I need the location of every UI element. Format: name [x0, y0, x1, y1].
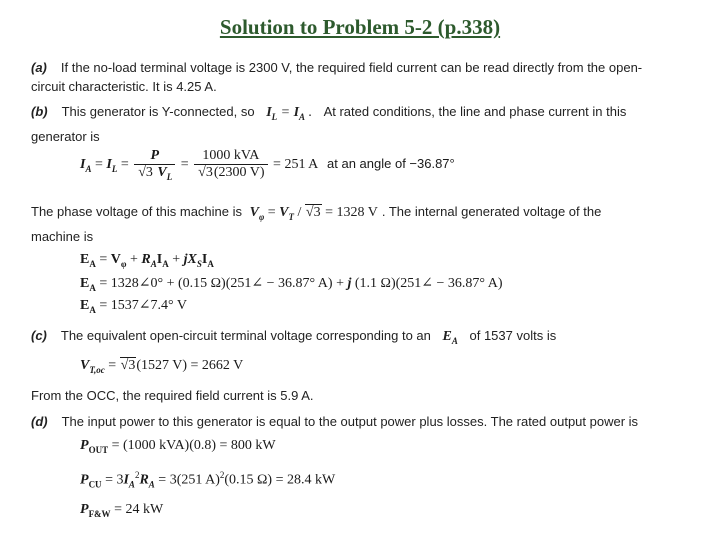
phase-text-1: The phase voltage of this machine is: [31, 204, 243, 219]
page-title: Solution to Problem 5-2 (p.338): [219, 15, 501, 39]
pfw-equation: $P_{F\&W} = 24$ kW: [80, 502, 164, 519]
ea-symbol: $E_A$: [442, 329, 458, 346]
part-c-paragraph: [31, 326, 651, 351]
part-d-paragraph: [31, 412, 651, 431]
part-a-text: If the no-load terminal voltage is 2300 V, the required field current can be read directly from the open-circuit characteristic. It is 4.25 A.: [31, 60, 643, 94]
phase-voltage-paragraph: [31, 202, 651, 246]
ea-line-2: $E_A$ = 1328∠0° + (0.15 Ω)(251∠ − 36.87° A) + j (1.1 Ω)(251∠ − 36.87° A): [80, 276, 503, 293]
part-a-label: (a): [31, 60, 47, 75]
part-c-text-2: of 1537 volts is: [469, 328, 557, 343]
part-c-text: The equivalent open-circuit terminal voltage corresponding to an: [60, 328, 431, 343]
part-b-text-1: This generator is Y-connected, so: [61, 104, 255, 119]
ea-line-1: $E_A = V_\varphi + R_AI_A + jX_SI_A$: [80, 252, 214, 269]
phase-voltage-equation: $V_\varphi = V_T / √3 = 1328$ V: [249, 205, 378, 222]
occ-text: From the OCC, the required field current is 5.9 A.: [31, 388, 314, 403]
part-d-label: (d): [31, 414, 48, 429]
part-a-paragraph: [31, 58, 651, 96]
part-d-text: The input power to this generator is equal to the output power plus losses. The rated output power is: [61, 414, 639, 429]
current-equation: $I_A = I_L$ = $\frac{P}{√3 V_L}$ = $\frac{\text{1000 kVA}}{√3(2300 V)}$ = 251 A at an angle of −36.87°: [80, 148, 455, 182]
part-b-text-2: At rated conditions, the line and phase current in this generator is: [31, 104, 627, 144]
part-b-paragraph: [31, 102, 651, 146]
pcu-equation: $P_{CU} = 3I_A^2R_A = 3(251$ A)$^2$(0.15 Ω) = 28.4 kW: [80, 470, 336, 490]
part-b-label: (b): [31, 104, 48, 119]
line-phase-equality: $I_L = I_A$ .: [266, 105, 316, 122]
phase-text-2: . The internal generated voltage of the machine is: [31, 204, 602, 244]
occ-paragraph: [31, 386, 651, 405]
vt-oc-equation: $V_{T,oc} = √3(1527$ V) = 2662 V: [80, 358, 244, 375]
value-fraction: $\frac{\text{1000 kVA}}{√3(2300 V)}$: [194, 148, 267, 181]
ea-line-3: $E_A$ = 1537∠7.4° V: [80, 298, 187, 315]
power-fraction: $\frac{P}{√3 V_L}$: [134, 148, 175, 182]
current-angle: at an angle of −36.87°: [327, 156, 455, 172]
part-c-label: (c): [31, 328, 47, 343]
pout-equation: $P_{OUT} = (1000$ kVA)(0.8) = 800 kW: [80, 438, 276, 455]
